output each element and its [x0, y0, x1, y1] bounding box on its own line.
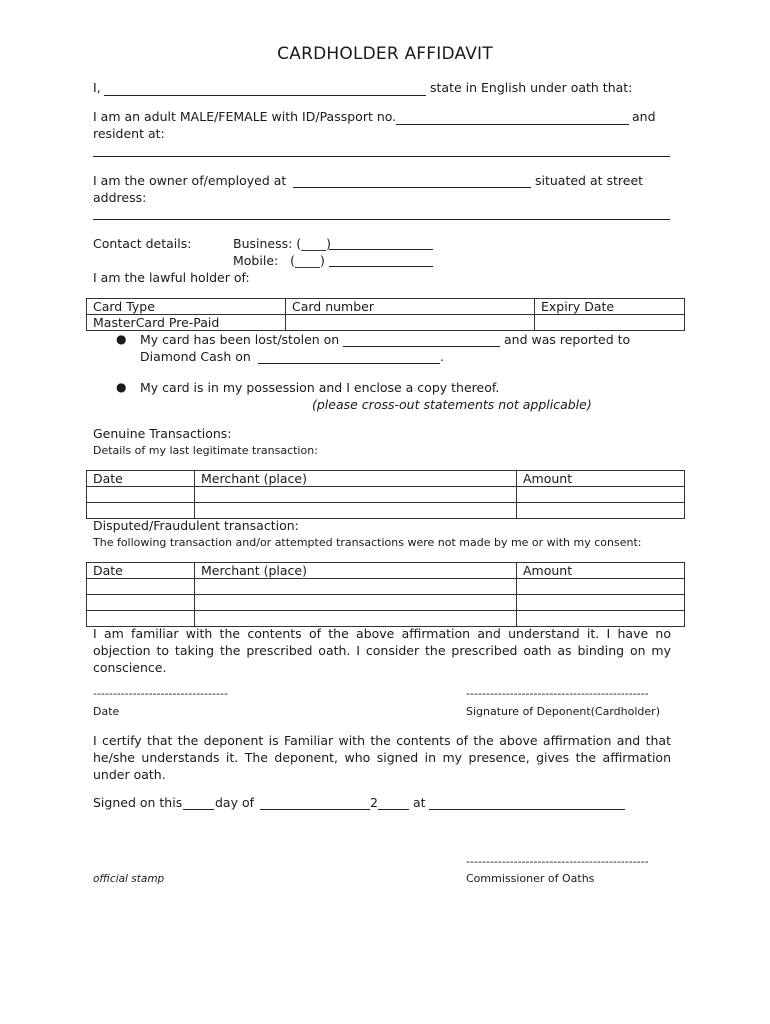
card-number-header: Card number [286, 299, 535, 315]
date-cell[interactable] [87, 487, 195, 503]
mobile-phone-field[interactable] [329, 266, 433, 267]
date-label: Date [93, 705, 120, 718]
holder-label: I am the lawful holder of: [93, 270, 250, 285]
merchant-cell[interactable] [195, 579, 517, 595]
day-of-label: day of [215, 795, 255, 810]
certify-paragraph: I certify that the deponent is Familiar with the contents of the above affirmation and that he/she understands it. The deponent, who signed in my presence, gives the affirmation under oath. [93, 733, 671, 782]
period-text: . [440, 349, 444, 364]
name-field[interactable] [104, 95, 426, 96]
date-cell[interactable] [87, 503, 195, 519]
commissioner-label: Commissioner of Oaths [466, 872, 595, 885]
signed-on-label: Signed on this [93, 795, 183, 810]
amount-header: Amount [517, 471, 685, 487]
genuine-title: Genuine Transactions: [93, 426, 232, 441]
merchant-cell[interactable] [195, 503, 517, 519]
genuine-table [86, 470, 685, 519]
at-label: at [413, 795, 426, 810]
disputed-title: Disputed/Fraudulent transaction: [93, 518, 299, 533]
address-label: address: [93, 190, 147, 205]
genuine-subtitle: Details of my last legitimate transaction: [93, 444, 318, 457]
disputed-table [86, 562, 685, 627]
date-header: Date [87, 471, 195, 487]
table-row [87, 579, 685, 595]
and-text: and [632, 109, 656, 124]
residence-field[interactable] [93, 156, 670, 157]
month-field[interactable] [260, 809, 370, 810]
date-cell[interactable] [87, 595, 195, 611]
bullet-icon: ● [116, 332, 127, 346]
card-type-value: MasterCard Pre-Paid [87, 315, 286, 331]
official-stamp-label: official stamp [93, 873, 165, 885]
expiry-date-cell[interactable] [535, 315, 685, 331]
resident-label: resident at: [93, 126, 165, 141]
merchant-cell[interactable] [195, 487, 517, 503]
business-label: Business: (____) [233, 236, 332, 251]
day-field[interactable] [183, 809, 214, 810]
cross-out-note: (please cross-out statements not applicable) [312, 397, 592, 412]
date-header: Date [87, 563, 195, 579]
reported-date-field[interactable] [258, 363, 440, 364]
affirmation-paragraph: I am familiar with the contents of the above affirmation and understand it. I have no objection to taking the prescribed oath. I consider the prescribed oath as binding on my conscience. [93, 626, 671, 675]
employer-statement: I am the owner of/employed at [93, 173, 287, 188]
page-title: CARDHOLDER AFFIDAVIT [277, 44, 493, 64]
amount-cell[interactable] [517, 595, 685, 611]
place-field[interactable] [429, 809, 625, 810]
merchant-header: Merchant (place) [195, 471, 517, 487]
situated-text: situated at street [535, 173, 644, 188]
signature-label: Signature of Deponent(Cardholder) [466, 705, 660, 718]
employer-field[interactable] [293, 187, 531, 188]
amount-cell[interactable] [517, 503, 685, 519]
year-field[interactable] [378, 809, 409, 810]
card-number-cell[interactable] [286, 315, 535, 331]
diamond-cash-text: Diamond Cash on [140, 349, 251, 364]
commissioner-signature-line[interactable]: ---------------------------------------------- [466, 855, 649, 868]
lost-statement: My card has been lost/stolen on [140, 332, 340, 347]
street-address-field[interactable] [93, 219, 670, 220]
table-row [87, 487, 685, 503]
bullet-icon: ● [116, 380, 127, 394]
reported-text: and was reported to [504, 332, 631, 347]
card-type-header: Card Type [87, 299, 286, 315]
id-passport-field[interactable] [396, 124, 629, 125]
merchant-cell[interactable] [195, 595, 517, 611]
oath-statement: state in English under oath that: [430, 80, 633, 95]
id-statement: I am an adult MALE/FEMALE with ID/Passport no. [93, 109, 397, 124]
table-row [87, 595, 685, 611]
date-cell[interactable] [87, 579, 195, 595]
table-row [87, 503, 685, 519]
business-phone-field[interactable] [329, 249, 433, 250]
mobile-label: Mobile: (____) [233, 253, 325, 268]
disputed-subtitle: The following transaction and/or attempted transactions were not made by me or with my consent: [93, 536, 642, 549]
contact-label: Contact details: [93, 236, 192, 251]
possession-statement: My card is in my possession and I enclose a copy thereof. [140, 380, 500, 395]
merchant-header: Merchant (place) [195, 563, 517, 579]
date-signature-line[interactable]: ---------------------------------- [93, 687, 228, 700]
name-prefix: I, [93, 80, 101, 95]
deponent-signature-line[interactable]: ---------------------------------------------- [466, 687, 649, 700]
card-table [86, 298, 685, 331]
amount-cell[interactable] [517, 487, 685, 503]
amount-header: Amount [517, 563, 685, 579]
amount-cell[interactable] [517, 579, 685, 595]
year-prefix: 2 [370, 795, 378, 810]
lost-date-field[interactable] [343, 346, 500, 347]
expiry-date-header: Expiry Date [535, 299, 685, 315]
